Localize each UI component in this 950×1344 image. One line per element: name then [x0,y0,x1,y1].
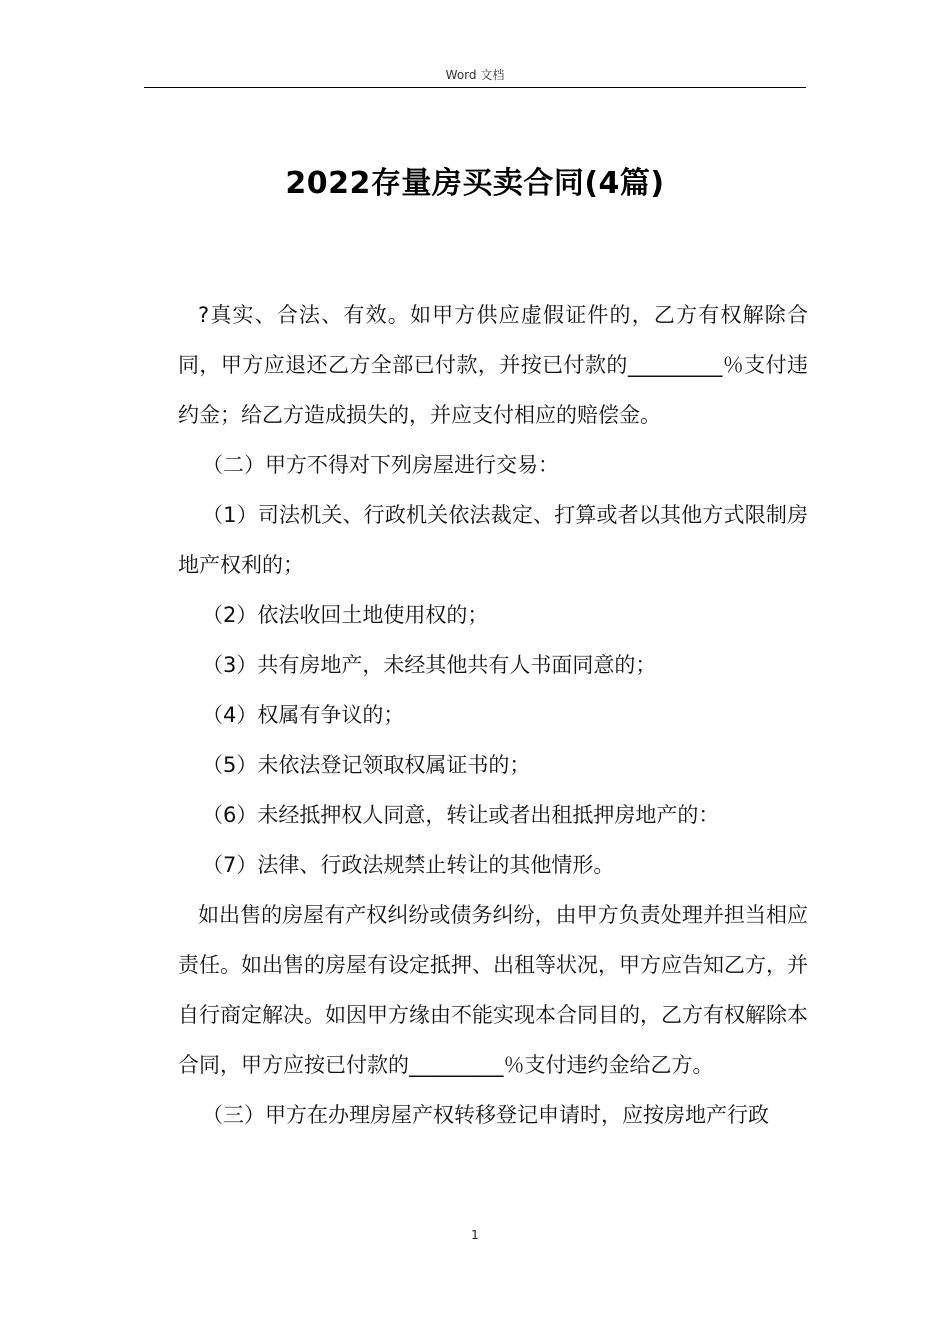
body-paragraph: ?真实、合法、有效。如甲方供应虚假证件的，乙方有权解除合同，甲方应退还乙方全部已付款，并按已付款的_________％支付违约金；给乙方造成损失的，并应支付相应的赔偿金。 [178,303,808,427]
document-body [178,290,808,1140]
page-number: 1 [471,1228,479,1242]
body-paragraph: （6）未经抵押权人同意，转让或者出租抵押房地产的： [202,803,720,827]
body-paragraph: 如出售的房屋有产权纠纷或债务纠纷，由甲方负责处理并担当相应责任。如出售的房屋有设定抵押、出租等状况，甲方应告知乙方，并自行商定解决。如因甲方缘由不能实现本合同目的，乙方有权解除本合同，甲方应按已付款的_________％支付违约金给乙方。 [178,903,808,1077]
body-paragraph: （1）司法机关、行政机关依法裁定、打算或者以其他方式限制房地产权利的； [178,503,808,577]
body-paragraph: （5）未依法登记领取权属证书的； [202,753,531,777]
page-header-label: Word 文档 [445,68,505,82]
document-title: 2022存量房买卖合同(4篇) [285,166,665,201]
body-paragraph: （2）依法收回土地使用权的； [202,603,489,627]
body-paragraph: （三）甲方在办理房屋产权转移登记申请时，应按房地产行政 [202,1103,769,1127]
body-paragraph: （二）甲方不得对下列房屋进行交易： [202,453,559,477]
body-paragraph: （7）法律、行政法规禁止转让的其他情形。 [202,853,615,877]
body-paragraph: （3）共有房地产，未经其他共有人书面同意的； [202,653,657,677]
body-paragraph: （4）权属有争议的； [202,703,405,727]
header-divider [144,87,806,88]
